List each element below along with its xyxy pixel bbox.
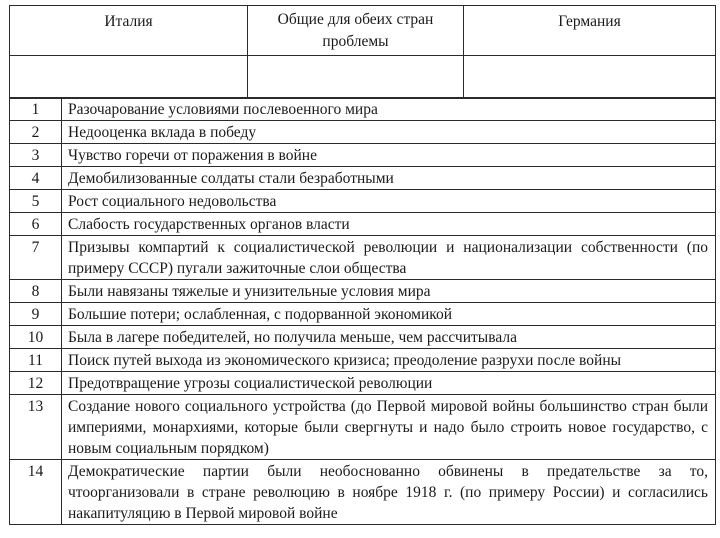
statement-text: Рост социального недовольства <box>62 190 716 213</box>
statement-row <box>10 303 716 326</box>
statement-number: 8 <box>10 280 62 303</box>
statement-number: 12 <box>10 372 62 395</box>
statement-text: Были навязаны тяжелые и унизительные условия мира <box>62 280 716 303</box>
comparison-header-row <box>10 6 716 56</box>
statement-row <box>10 121 716 144</box>
answer-cell-germany <box>464 56 716 99</box>
statement-text: Слабость государственных органов власти <box>62 213 716 236</box>
statement-row <box>10 167 716 190</box>
statement-text: Большие потери; ослабленная, с подорванной экономикой <box>62 303 716 326</box>
comparison-table <box>9 5 716 99</box>
statement-text: Была в лагере победителей, но получила меньше, чем рассчитывала <box>62 326 716 349</box>
statement-row <box>10 326 716 349</box>
statement-number: 10 <box>10 326 62 349</box>
header-italy: Италия <box>10 6 248 56</box>
statement-number: 11 <box>10 349 62 372</box>
statement-row <box>10 280 716 303</box>
statement-row <box>10 236 716 280</box>
answer-cell-common <box>248 56 464 99</box>
statements-table <box>9 97 716 525</box>
statement-text: Чувство горечи от поражения в войне <box>62 144 716 167</box>
statement-text: Поиск путей выхода из экономического кризиса; преодоление разрухи после войны <box>62 349 716 372</box>
statement-row <box>10 144 716 167</box>
statement-text: Создание нового социального устройства (до Первой мировой войны большинство стран были империями, монархиями, которые были свергнуты и надо было строить новое государство, с новым социальным порядком) <box>62 395 716 460</box>
statement-text: Предотвращение угрозы социалистической революции <box>62 372 716 395</box>
statement-number: 3 <box>10 144 62 167</box>
statement-number: 5 <box>10 190 62 213</box>
statement-text: Демократические партии были необоснованно обвинены в предательстве за то, чтоорганизовали в стране революцию в ноябре 1918 г. (по примеру России) и согласились накапитуляцию в Первой мировой войне <box>62 460 716 525</box>
statement-row <box>10 190 716 213</box>
statement-row <box>10 349 716 372</box>
statement-text: Разочарование условиями послевоенного мира <box>62 98 716 121</box>
statement-text: Призывы компартий к социалистической революции и национализации собственности (по примеру СССР) пугали зажиточные слои общества <box>62 236 716 280</box>
statement-number: 9 <box>10 303 62 326</box>
statement-number: 2 <box>10 121 62 144</box>
statement-row <box>10 395 716 460</box>
statement-number: 6 <box>10 213 62 236</box>
statement-number: 14 <box>10 460 62 525</box>
statement-number: 1 <box>10 98 62 121</box>
statement-row <box>10 213 716 236</box>
statement-number: 13 <box>10 395 62 460</box>
header-germany: Германия <box>464 6 716 56</box>
comparison-answer-row <box>10 56 716 99</box>
statement-row <box>10 98 716 121</box>
statement-row <box>10 460 716 525</box>
statement-number: 7 <box>10 236 62 280</box>
header-common-problems: Общие для обеих стран проблемы <box>248 6 464 56</box>
statement-text: Демобилизованные солдаты стали безработными <box>62 167 716 190</box>
statement-text: Недооценка вклада в победу <box>62 121 716 144</box>
answer-cell-italy <box>10 56 248 99</box>
statement-number: 4 <box>10 167 62 190</box>
statement-row <box>10 372 716 395</box>
